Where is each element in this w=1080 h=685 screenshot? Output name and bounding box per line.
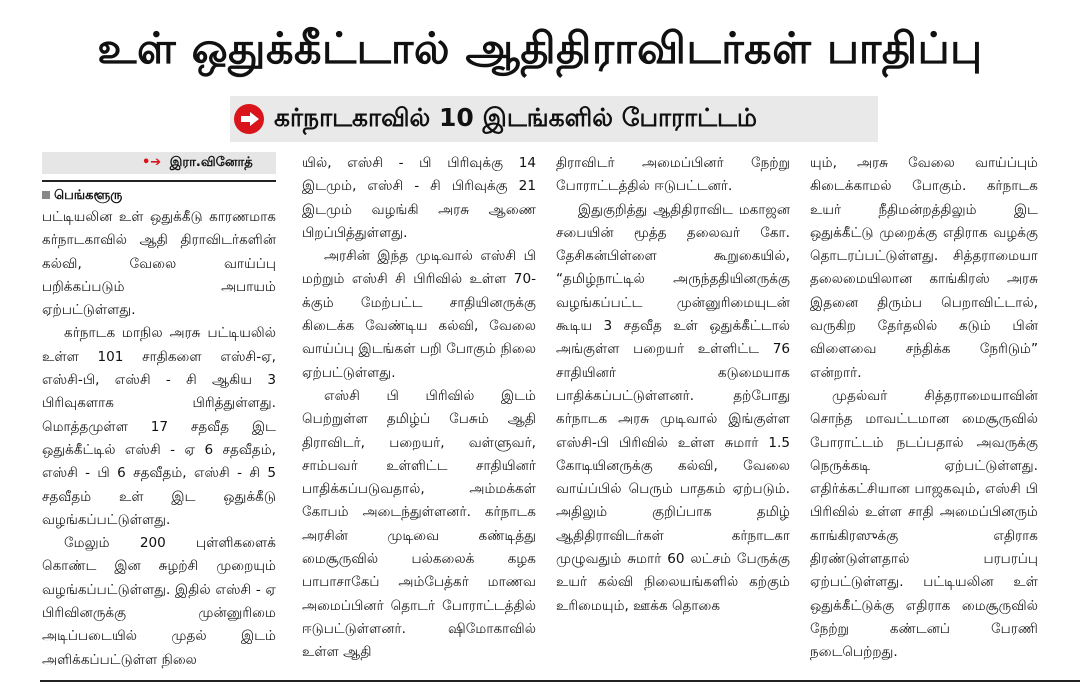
article-column-2 — [302, 152, 536, 672]
paragraph: கர்நாடக மாநில அரசு பட்டியலில் உள்ள 101 சாதிகளை எஸ்சி-ஏ, எஸ்சி-பி, எஸ்சி - சி ஆகிய 3 பிரிவுகளாக பிரித்துள்ளது. மொத்தமுள்ள 17 சதவீத இட ஒதுக்கீட்டில் எஸ்சி - ஏ 6 சதவீதம், எஸ்சி - பி 6 சதவீதம், எஸ்சி - சி 5 சதவீதம் உள் இட ஒதுக்கீடு வழங்கப்பட்டுள்ளது. — [42, 325, 276, 528]
paragraph: இதுகுறித்து ஆதிதிராவிட மகாஜன சபையின் மூத்த தலைவர் கோ. தேசிகன்பிள்ளை கூறுகையில், “தமிழ்நாட்டில் அருந்ததியினருக்கு வழங்கப்பட்ட முன்னுரிமையுடன் கூடிய 3 சதவீத உள் ஒதுக்கீட்டால் அங்குள்ள பறையர் உள்ளிட்ட 76 சாதியினர் கடுமையாக பாதிக்கப்பட்டுள்ளனர். தற்போது கர்நாடக அரசு முடிவால் இங்குள்ள எஸ்சி-பி பிரிவில் உள்ள சுமார் 1.5 கோடியினருக்கு கல்வி, வேலை வாய்ப்பில் பெரும் பாதகம் ஏற்படும். அதிலும் குறிப்பாக தமிழ் ஆதிதிராவிடர்கள் கர்நாடகா முழுவதும் சுமார் 60 லட்சம் பேருக்கு உயர் கல்வி நிலையங்களில் கற்கும் உரிமையும், ஊக்க தொகை — [556, 201, 790, 614]
arrow-right-icon — [234, 104, 264, 134]
article-column-1 — [42, 152, 276, 672]
bottom-rule — [40, 680, 1080, 682]
paragraph: யும், அரசு வேலை வாய்ப்பும் கிடைக்காமல் போகும். கர்நாடக உயர் நீதிமன்றத்திலும் இட ஒதுக்கீட்டு முறைக்கு எதிராக வழக்கு தொடரப்பட்டுள்ளது. சித்தராமையா தலைமையிலான காங்கிரஸ் அரசு இதனை திரும்ப பெறாவிட்டால், வருகிற தேர்தலில் கடும் பின் விளைவை சந்திக்க நேரிடும்” என்றார். — [810, 155, 1038, 381]
byline: இரா.வினோத் — [169, 155, 253, 170]
article-column-4 — [810, 152, 1038, 672]
dateline-square-icon — [42, 191, 50, 199]
paragraph: முதல்வர் சித்தராமையாவின் சொந்த மாவட்டமான மைசூருவில் போராட்டம் நடப்பதால் அவருக்கு நெருக்கடி ஏற்பட்டுள்ளது. எதிர்க்கட்சியான பாஜகவும், எஸ்சி பி பிரிவில் உள்ள சாதி அமைப்பினரும் காங்கிரஸுக்கு எதிராக திரண்டுள்ளதால் பரபரப்பு ஏற்பட்டுள்ளது. பட்டியலின உள் ஒதுக்கீட்டுக்கு எதிராக மைசூருவில் நேற்று கண்டனப் பேரணி நடைபெற்றது. — [810, 387, 1038, 661]
paragraph: பட்டியலின உள் ஒதுக்கீடு காரணமாக கர்நாடகாவில் ஆதி திராவிடர்களின் கல்வி, வேலை வாய்ப்பு பறிக்கப்படும் அபாயம் ஏற்பட்டுள்ளது. — [42, 209, 276, 319]
dateline-text: பெங்களூரு — [54, 188, 123, 203]
paragraph: எஸ்சி பி பிரிவில் இடம் பெற்றுள்ள தமிழ்ப் பேசும் ஆதி திராவிடர், பறையர், வள்ளுவர், சாம்பவர் உள்ளிட்ட சாதியினர் பாதிக்கப்படுவதால், அம்மக்கள் கோபம் அடைந்துள்ளனர். கர்நாடக அரசின் முடிவை கண்டித்து மைசூருவில் பல்கலைக் கழக பாபாசாகேப் அம்பேத்கர் மாணவ அமைப்பினர் தொடர் போராட்டத்தில் ஈடுபட்டுள்ளனர். ஷிமோகாவில் உள்ள ஆதி — [302, 387, 536, 661]
paragraph: யில், எஸ்சி - பி பிரிவுக்கு 14 இடமும், எஸ்சி - சி பிரிவுக்கு 21 இடமும் வழங்கி அரசு ஆணை பிறப்பித்துள்ளது. — [302, 155, 536, 241]
subheadline: கர்நாடகாவில் 10 இடங்களில் போராட்டம் — [274, 102, 757, 132]
paragraph: திராவிடர் அமைப்பினர் நேற்று போராட்டத்தில் ஈடுபட்டனர். — [556, 155, 790, 195]
paragraph: அரசின் இந்த முடிவால் எஸ்சி பி மற்றும் எஸ்சி சி பிரிவில் உள்ள 70-க்கும் மேற்பட்ட சாதியினருக்கு கிடைக்க வேண்டிய கல்வி, வேலை வாய்ப்பு இடங்கள் பறி போகும் நிலை ஏற்பட்டுள்ளது. — [302, 248, 536, 381]
byline-arrow-icon: •➔ — [142, 155, 162, 170]
byline-box — [42, 152, 276, 174]
dateline — [42, 180, 276, 206]
paragraph: மேலும் 200 புள்ளிகளைக் கொண்ட இன சுழற்சி முறையும் வழங்கப்பட்டுள்ளது. இதில் எஸ்சி - ஏ பிரிவினருக்கு முன்னுரிமை அடிப்படையில் முதல் இடம் அளிக்கப்பட்டுள்ள நிலை — [42, 535, 276, 668]
subheadline-banner — [230, 96, 878, 142]
article-column-3 — [556, 152, 790, 672]
headline: உள் ஒதுக்கீட்டால் ஆதிதிராவிடர்கள் பாதிப்பு — [97, 24, 983, 74]
